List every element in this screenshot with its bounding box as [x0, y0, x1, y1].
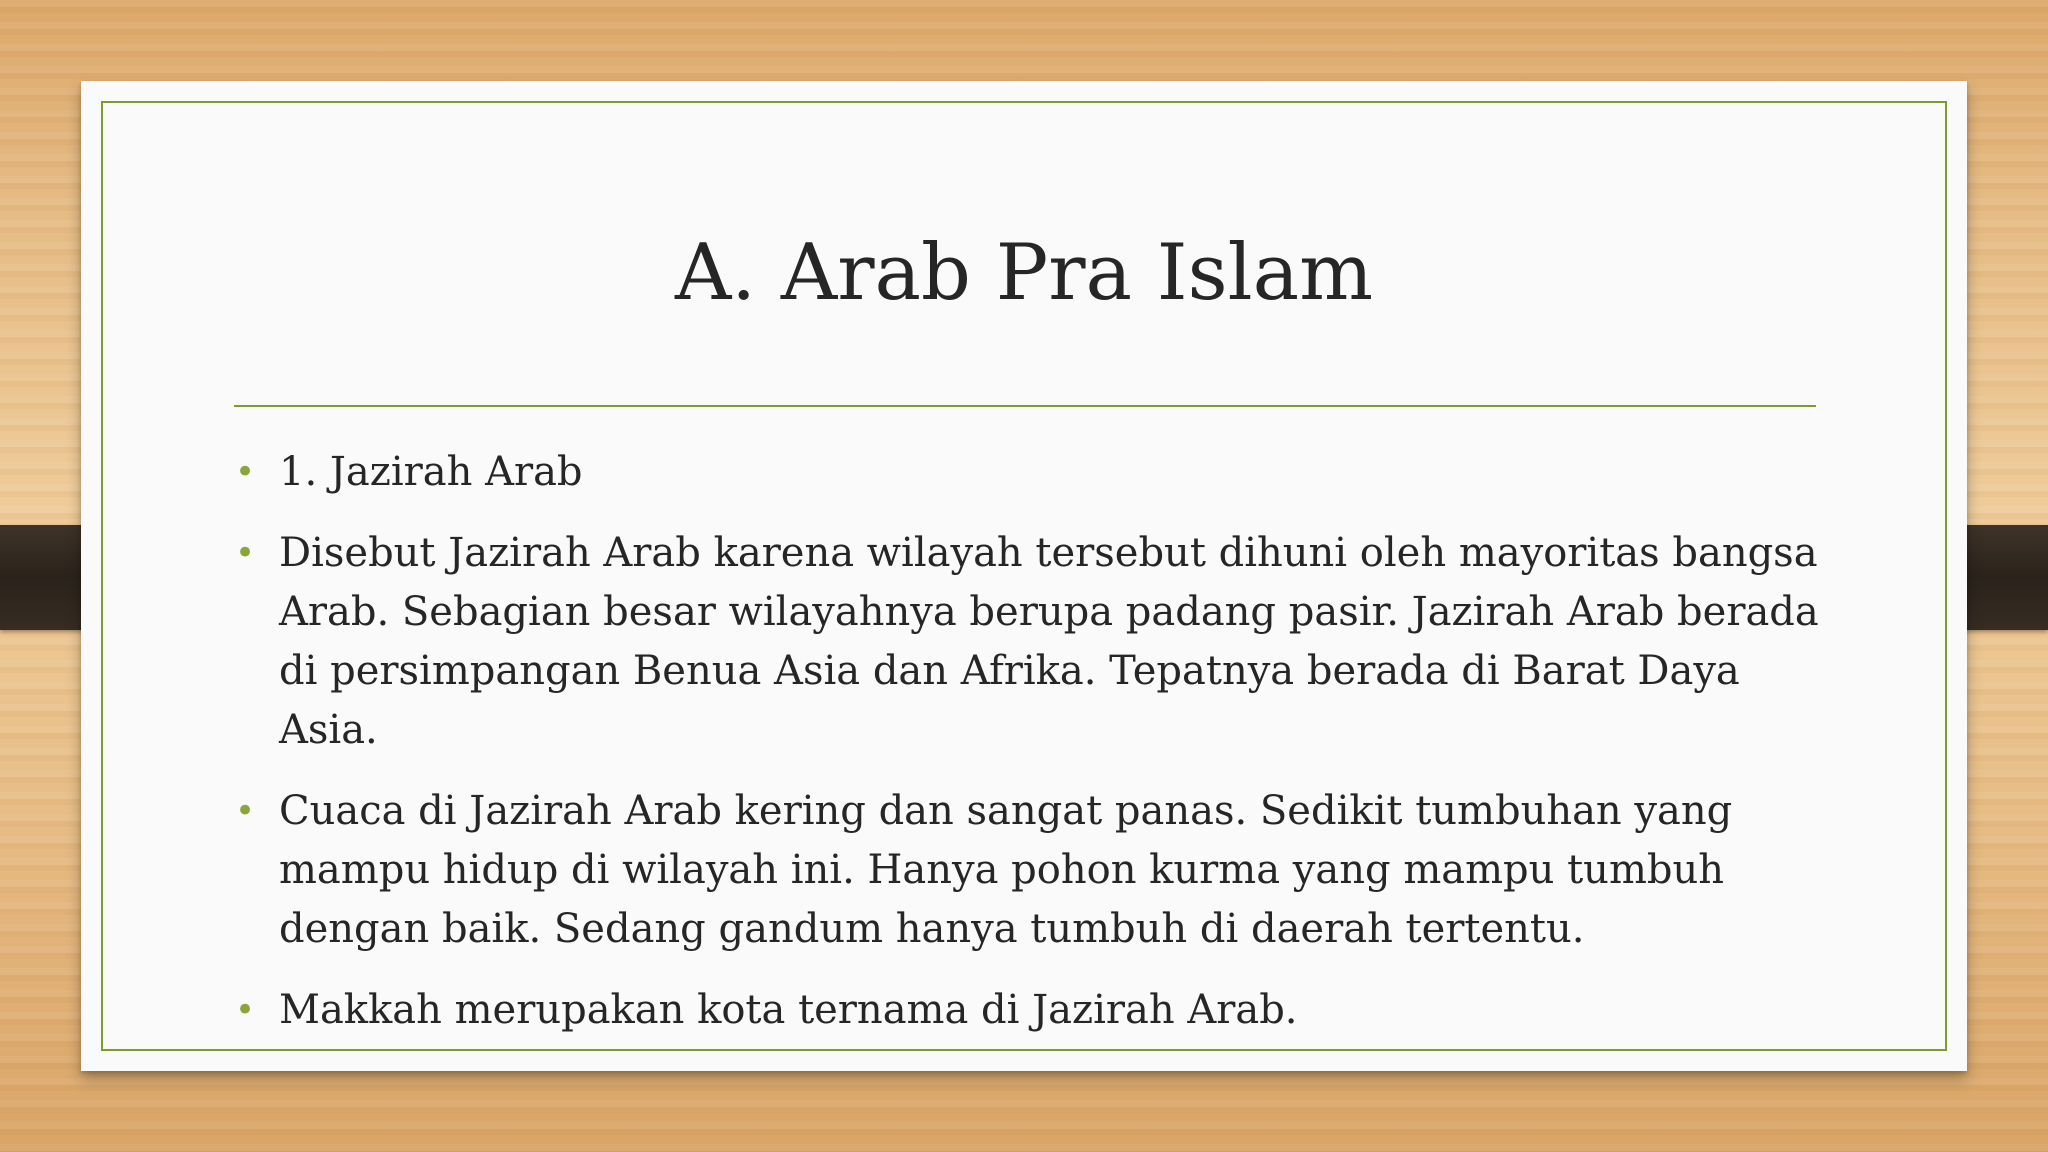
bullet-dot-icon: • [235, 990, 256, 1030]
bullet-dot-icon: • [235, 452, 256, 492]
bullet-text: Disebut Jazirah Arab karena wilayah tersebut dihuni oleh mayoritas bangsa Arab. Sebagian besar wilayahnya berupa padang pasir. Jazirah Arab berada di persimpangan Benua Asia dan Afrika. Tepatnya berada di Barat Daya Asia. [279, 530, 1819, 753]
bullet-item-4 [231, 981, 1851, 1040]
bullet-text: 1. Jazirah Arab [279, 449, 583, 495]
slide-title: A. Arab Pra Islam [674, 228, 1374, 318]
bullet-item-2 [231, 524, 1851, 760]
bullet-item-1 [231, 443, 1851, 502]
bullet-list [231, 443, 1851, 1062]
slide-card [81, 81, 1967, 1071]
title-divider [234, 405, 1816, 407]
bullet-dot-icon: • [235, 533, 256, 573]
bullet-text: Cuaca di Jazirah Arab kering dan sangat panas. Sedikit tumbuhan yang mampu hidup di wilayah ini. Hanya pohon kurma yang mampu tumbuh dengan baik. Sedang gandum hanya tumbuh di daerah tertentu. [279, 788, 1733, 952]
bullet-text: Makkah merupakan kota ternama di Jazirah Arab. [279, 987, 1298, 1033]
bullet-dot-icon: • [235, 791, 256, 831]
bullet-item-3 [231, 782, 1851, 959]
